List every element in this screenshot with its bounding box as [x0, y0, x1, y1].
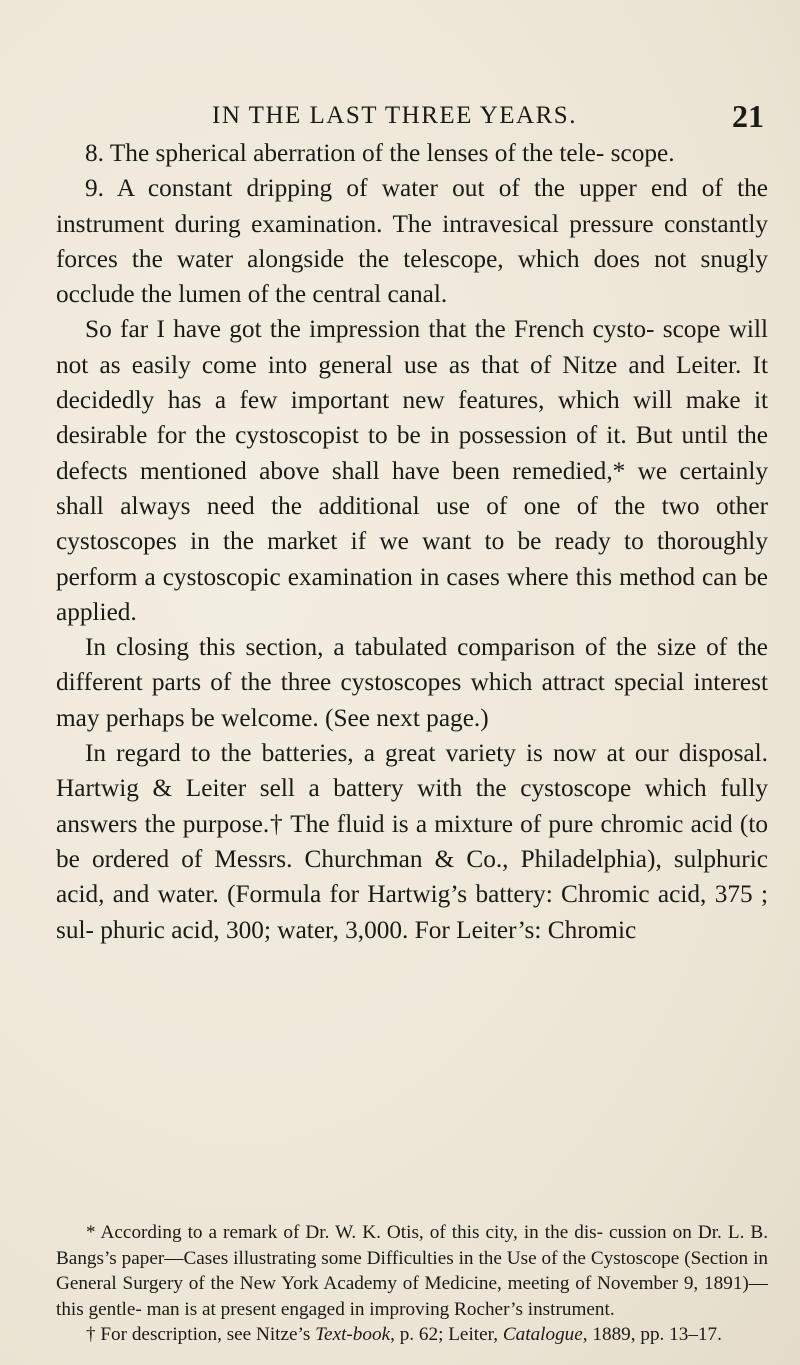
footnote-title-textbook: Text-book — [315, 1324, 391, 1346]
footnote-dagger-mid: , p. 62; Leiter, — [390, 1324, 503, 1346]
body-text — [56, 136, 768, 948]
footnote-dagger — [56, 1322, 768, 1348]
paragraph-batteries: In regard to the batteries, a great variety is now at our disposal. Hartwig & Leiter sell a battery with the cystoscope which fully answers the purpose.† The fluid is a mixture of pure chromic acid (to be ordered of Messrs. Churchman & Co., Philadelphia), sulphuric acid, and water. (Formula for Hartwig’s battery: Chromic acid, 375 ; sul- phuric acid, 300; water, 3,000. For Leiter’s: Chromic — [56, 739, 768, 944]
paragraph-item-8: 8. The spherical aberration of the lenses of the tele- scope. — [85, 139, 675, 167]
footnote-dagger-lead: † For description, see Nitze’s — [86, 1324, 316, 1346]
paragraph-item-9: 9. A constant dripping of water out of the upper end of the instrument during examination. The intravesical pressure constantly forces the water alongside the telescope, which does not snugly occlude the lumen of the central canal. — [56, 174, 768, 309]
paragraph-tabulated-comparison: In closing this section, a tabulated comparison of the size of the different parts of the three cystoscopes which attract special interest may perhaps be welcome. (See next page.) — [56, 633, 768, 732]
page-number: 21 — [732, 98, 764, 134]
paragraph-french-cystoscope: So far I have got the impression that the French cysto- scope will not as easily come into general use as that of Nitze and Leiter. It decidedly has a few important new features, which will make it desirable for the cystoscopist to be in possession of it. But until the defects mentioned above shall have been remedied,* we certainly shall always need the additional use of one of the two other cystoscopes in the market if we want to be ready to thoroughly perform a cystoscopic examination in cases where this method can be applied. — [56, 315, 768, 626]
footnotes — [56, 1220, 768, 1348]
footnote-asterisk: * According to a remark of Dr. W. K. Otis, of this city, in the dis- cussion on Dr. L. B. Bangs’s paper—Cases illustrating some Difficulties in the Use of the Cystoscope (Section in General Surgery of the New York Academy of Medicine, meeting of November 9, 1891)—this gentle- man is at present engaged in improving Rocher’s instrument. — [56, 1222, 768, 1320]
footnote-dagger-tail: , 1889, pp. 13–17. — [582, 1324, 722, 1346]
footnote-title-catalogue: Catalogue — [502, 1324, 583, 1346]
page-header — [212, 98, 764, 136]
running-head: IN THE LAST THREE YEARS. — [212, 102, 577, 129]
